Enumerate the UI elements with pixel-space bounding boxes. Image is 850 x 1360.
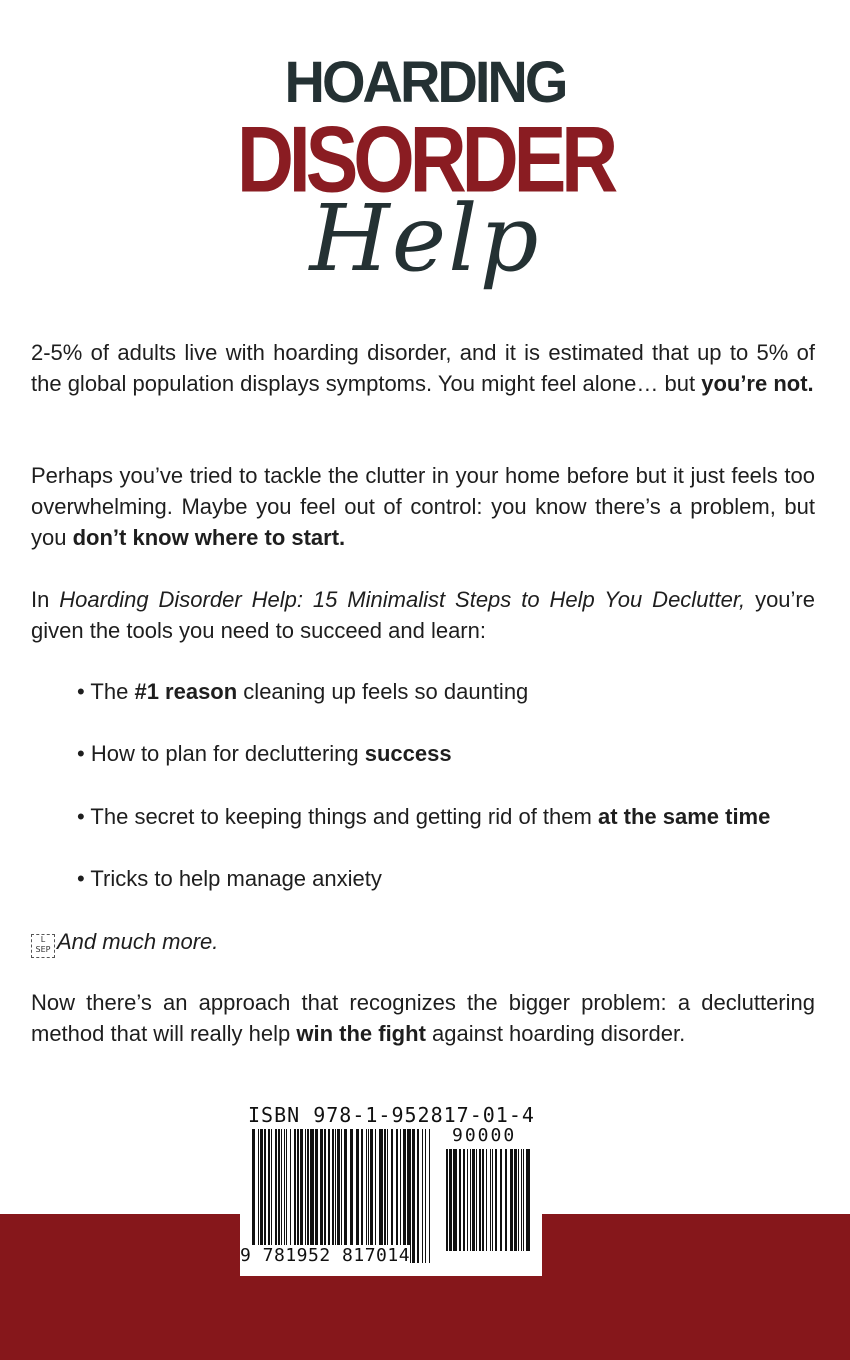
paragraph-approach-post: against hoarding disorder. bbox=[425, 1021, 686, 1046]
barcode-bar bbox=[505, 1149, 507, 1251]
barcode-bar bbox=[344, 1129, 347, 1263]
and-much-more-text: And much more. bbox=[57, 929, 219, 954]
barcode-bar bbox=[422, 1129, 423, 1263]
barcode-bar bbox=[486, 1149, 487, 1251]
barcode-bar bbox=[453, 1149, 457, 1251]
barcode-bar bbox=[518, 1149, 519, 1251]
barcode-panel bbox=[240, 1101, 542, 1276]
book-title bbox=[0, 48, 850, 292]
barcode-bar bbox=[271, 1129, 272, 1263]
barcode-bar bbox=[278, 1129, 280, 1263]
barcode-bar bbox=[495, 1149, 497, 1251]
paragraph-statistics-text: 2-5% of adults live with hoarding disorder, and it is estimated that up to 5% of the global population displays symptoms. You might feel alone… but bbox=[31, 340, 815, 396]
barcode-bar bbox=[470, 1149, 471, 1251]
barcode-bar bbox=[281, 1129, 282, 1263]
paragraph-overwhelm-text: Perhaps you’ve tried to tackle the clutter in your home before but it just feels too overwhelming. Maybe you feel out of control: you know there’s a problem, but you bbox=[31, 463, 815, 550]
barcode-bar bbox=[286, 1129, 287, 1263]
paragraph-approach-bold: win the fight bbox=[296, 1021, 426, 1046]
barcode-bar bbox=[379, 1129, 383, 1263]
barcode-bar bbox=[320, 1129, 323, 1263]
barcode-bar bbox=[429, 1129, 430, 1263]
barcode-bar bbox=[305, 1129, 306, 1263]
list-item: • The #1 reason cleaning up feels so daunting bbox=[77, 679, 529, 704]
price-code: 90000 bbox=[452, 1125, 517, 1146]
barcode-bar bbox=[407, 1129, 411, 1263]
barcode-bar bbox=[297, 1129, 299, 1263]
barcode-bar bbox=[459, 1149, 461, 1251]
barcode-bar bbox=[275, 1129, 277, 1263]
paragraph-approach bbox=[31, 987, 815, 1049]
barcode-bar bbox=[368, 1129, 369, 1263]
barcode-bar bbox=[375, 1129, 376, 1263]
barcode-bar bbox=[463, 1149, 465, 1251]
list-item: • Tricks to help manage anxiety bbox=[77, 866, 382, 891]
barcode-bar bbox=[412, 1129, 415, 1263]
barcode-bar bbox=[514, 1149, 517, 1251]
title-line-disorder: DISORDER bbox=[236, 107, 614, 213]
barcode-bar bbox=[264, 1129, 266, 1263]
paragraph-book-intro-rest: you’re given the tools you need to succeed and learn: bbox=[31, 587, 815, 643]
paragraph-overwhelm-bold: don’t know where to start. bbox=[72, 525, 346, 550]
barcode-bar bbox=[490, 1149, 491, 1251]
list-item: • The secret to keeping things and getting rid of them at the same time bbox=[77, 804, 771, 829]
barcode-bar bbox=[521, 1149, 522, 1251]
barcode-bar bbox=[446, 1149, 448, 1251]
barcode-bar bbox=[396, 1129, 398, 1263]
barcode-bar bbox=[252, 1129, 255, 1263]
paragraph-book-intro bbox=[31, 584, 815, 646]
paragraph-book-intro-lead: In bbox=[31, 587, 60, 612]
barcode-bar bbox=[258, 1129, 259, 1263]
barcode-bar bbox=[315, 1129, 318, 1263]
paragraph-approach-pre: Now there’s an approach that recognizes the bigger problem: a decluttering method that will really help bbox=[31, 990, 815, 1046]
barcode-bar bbox=[341, 1129, 342, 1263]
barcode-bar bbox=[260, 1129, 263, 1263]
barcode-bar bbox=[500, 1149, 502, 1251]
barcode-bar bbox=[526, 1149, 530, 1251]
barcode-bar bbox=[290, 1129, 291, 1263]
title-line-help: Help bbox=[309, 185, 541, 292]
barcode-bar bbox=[268, 1129, 270, 1263]
ean-digits: 9 781952 817014 bbox=[240, 1245, 411, 1266]
barcode-bar bbox=[523, 1149, 524, 1251]
barcode-bar bbox=[370, 1129, 373, 1263]
barcode-bar bbox=[472, 1149, 475, 1251]
barcode-bar bbox=[300, 1129, 303, 1263]
barcode-bar bbox=[482, 1149, 484, 1251]
paragraph-statistics-bold: you’re not. bbox=[701, 371, 814, 396]
barcode-bar bbox=[510, 1149, 513, 1251]
barcode-bar bbox=[425, 1129, 426, 1263]
barcode-bar bbox=[492, 1149, 493, 1251]
barcode-bar bbox=[337, 1129, 340, 1263]
sep-glyph-icon: L SEP bbox=[31, 934, 55, 958]
barcode-bar bbox=[350, 1129, 353, 1263]
barcode-bar bbox=[417, 1129, 419, 1263]
barcode-bar bbox=[310, 1129, 314, 1263]
barcode-bar bbox=[328, 1129, 330, 1263]
barcode-bar bbox=[467, 1149, 468, 1251]
barcode-bar bbox=[476, 1149, 477, 1251]
barcode-bar bbox=[332, 1129, 334, 1263]
title-line-hoarding: HOARDING bbox=[284, 48, 566, 115]
barcode-bar bbox=[449, 1149, 452, 1251]
and-much-more bbox=[31, 926, 218, 958]
barcode-bar bbox=[361, 1129, 363, 1263]
barcode-bar bbox=[403, 1129, 406, 1263]
barcode-bar bbox=[356, 1129, 359, 1263]
barcode-bar bbox=[324, 1129, 326, 1263]
barcode-bar bbox=[366, 1129, 367, 1263]
list-item: • How to plan for decluttering success bbox=[77, 741, 452, 766]
isbn-label: ISBN 978-1-952817-01-4 bbox=[248, 1103, 535, 1127]
barcode-bar bbox=[391, 1129, 393, 1263]
barcode-bar bbox=[284, 1129, 285, 1263]
barcode-bar bbox=[387, 1129, 388, 1263]
paragraph-statistics bbox=[31, 337, 815, 399]
barcode-bar bbox=[400, 1129, 401, 1263]
barcode-bar bbox=[384, 1129, 386, 1263]
paragraph-overwhelm bbox=[31, 460, 815, 553]
barcode-bar bbox=[335, 1129, 336, 1263]
barcode-bar bbox=[307, 1129, 309, 1263]
barcode-bar bbox=[479, 1149, 481, 1251]
barcode-bar bbox=[294, 1129, 296, 1263]
book-full-title: Hoarding Disorder Help: 15 Minimalist Steps to Help You Declutter, bbox=[59, 587, 746, 612]
